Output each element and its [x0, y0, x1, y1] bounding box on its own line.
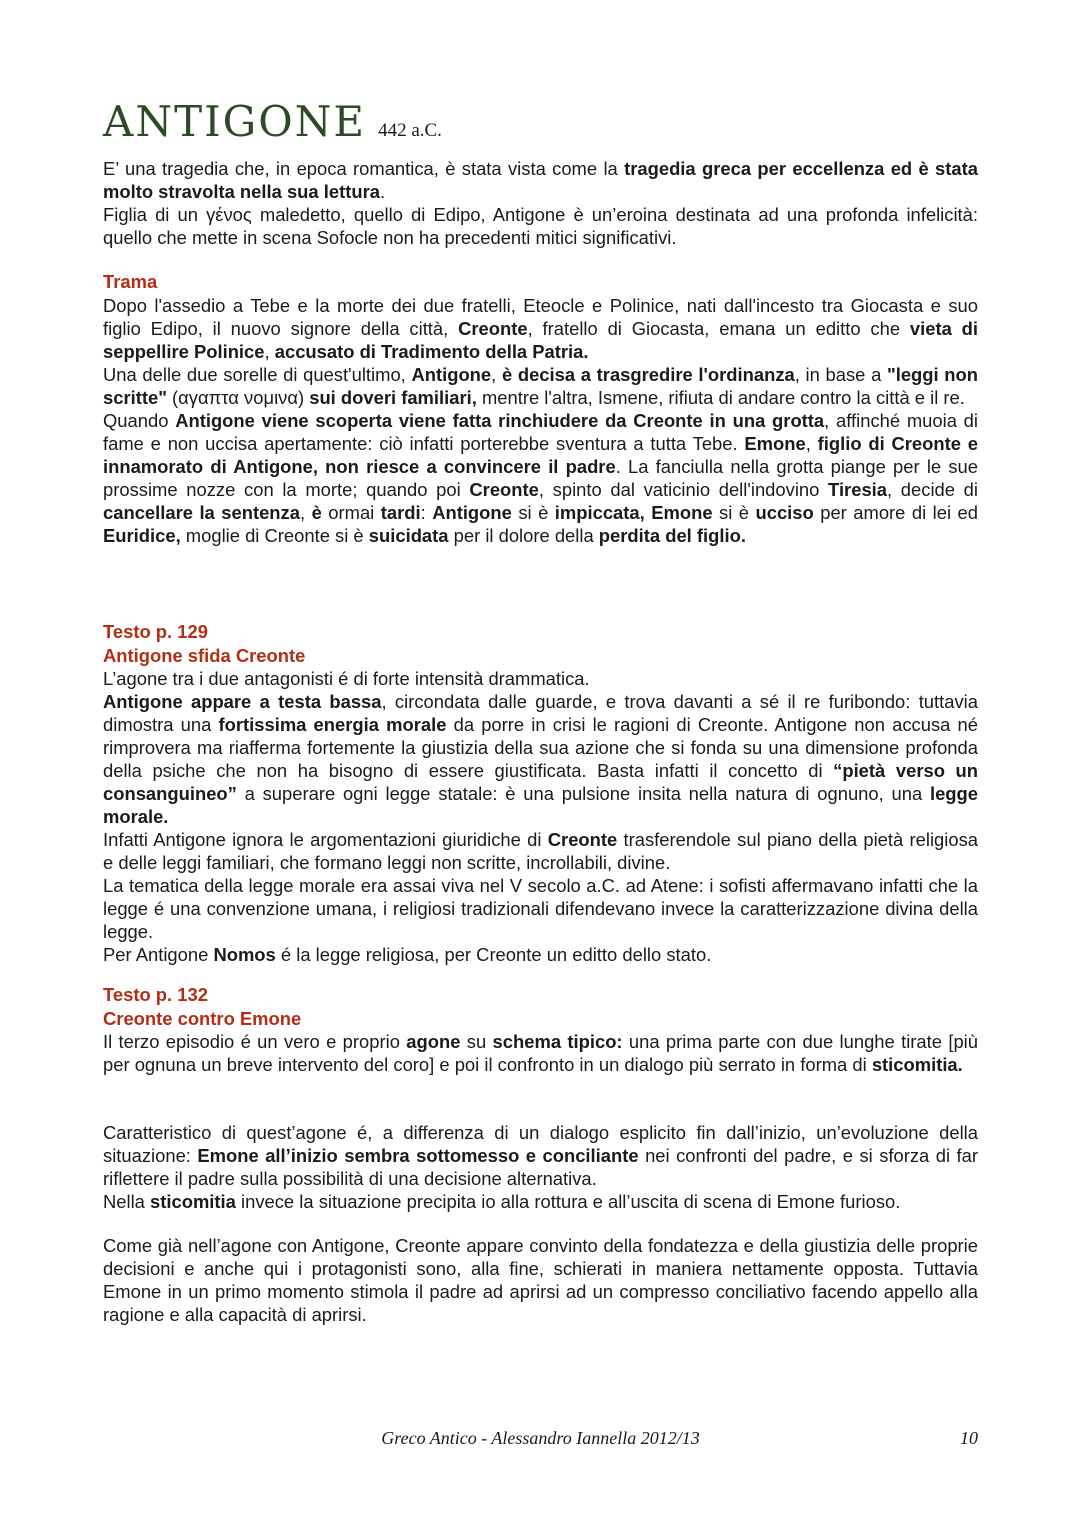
title-year: 442 a.C.: [378, 120, 442, 141]
intro-section: [103, 157, 978, 249]
page-footer: [103, 1428, 978, 1452]
intro-paragraph-1: E’ una tragedia che, in epoca romantica, è stata vista come la tragedia greca per eccellenza ed è stata molto stravolta nella sua lettura.: [103, 158, 978, 202]
trama-paragraph-2: Una delle due sorelle di quest'ultimo, Antigone, è decisa a trasgredire l'ordinanza, in base a "leggi non scritte" (αγαπτα νομινα) sui doveri familiari, mentre l'altra, Ismene, rifiuta di andare contro la città e il re.: [103, 363, 978, 408]
testo-132-analysis: [103, 1121, 978, 1213]
testo-132-subheading: Creonte contro Emone: [103, 1007, 302, 1029]
page-number: 10: [960, 1428, 978, 1448]
trama-paragraph-1: Dopo l'assedio a Tebe e la morte dei due fratelli, Eteocle e Polinice, nati dall'incesto tra Giocasta e suo figlio Edipo, il nuovo signore della città, Creonte, fratello di Giocasta, emana un editto che vieta di seppellire Polinice, accusato di Tradimento della Patria.: [103, 294, 979, 362]
testo-129-section: [103, 620, 978, 966]
footer-text: Greco Antico - Alessandro Iannella 2012/13: [381, 1428, 700, 1448]
trama-paragraph-3: Quando Antigone viene scoperta viene fatta rinchiudere da Creonte in una grotta, affinché muoia di fame e non uccisa apertamente: ciò infatti porterebbe sventura a tutta Tebe. Emone, figlio di Creonte e innamorato di Antigone, non riesce a convincere il padre. La fanciulla nella grotta piange per le sue prossime nozze con la morte; quando poi Creonte, spinto dal vaticinio dell'indovino Tiresia, decide di cancellare la sentenza, è ormai tardi: Antigone si è impiccata, Emone si è ucciso per amore di lei ed Euridice, moglie di Creonte si è suicidata per il dolore della perdita del figlio.: [103, 409, 978, 546]
trama-section: [103, 270, 978, 547]
testo-129-paragraph-1: L’agone tra i due antagonisti é di forte intensità drammatica.: [103, 668, 590, 689]
testo-129-paragraph-2: Antigone appare a testa bassa, circondata dalle guarde, e trova davanti a sé il re furibondo: tuttavia dimostra una fortissima energia morale da porre in crisi le ragioni di Creonte. Antigone non accusa né rimprovera ma riafferma fortemente la giustizia della sua azione che si fonda su una dimensione profonda della psiche che non ha bisogno di essere giustificata. Basta infatti il concetto di “pietà verso un consanguineo” a superare ogni legge statale: è una pulsione insita nella natura di ognuno, una legge morale.: [103, 691, 979, 827]
testo-132-section: [103, 983, 978, 1076]
testo-129-paragraph-3: Infatti Antigone ignora le argomentazioni giuridiche di Creonte trasferendole sul piano della pietà religiosa e delle leggi familiari, che formano leggi non scritte, incrollabili, divine.: [103, 829, 979, 873]
testo-132-conclusion: [103, 1234, 978, 1326]
testo-132-heading: Testo p. 132: [103, 984, 208, 1005]
title-row: [103, 97, 442, 146]
testo-132-paragraph-3: Nella sticomitia invece la situazione precipita io alla rottura e all’uscita di scena di Emone furioso.: [103, 1191, 901, 1212]
testo-129-paragraph-4: La tematica della legge morale era assai viva nel V secolo a.C. ad Atene: i sofisti affermavano infatti che la legge é una convenzione umana, i religiosi tradizionali difendevano invece la caratterizzazione divina della legge.: [103, 875, 978, 942]
testo-132-paragraph-1: Il terzo episodio é un vero e proprio agone su schema tipico: una prima parte con due lunghe tirate [più per ognuna un breve intervento del coro] e poi il confronto in un dialogo più serrato in forma di sticomitia.: [103, 1031, 978, 1075]
testo-129-paragraph-5: Per Antigone Nomos é la legge religiosa, per Creonte un editto dello stato.: [103, 944, 712, 965]
testo-129-subheading: Antigone sfida Creonte: [103, 644, 306, 666]
page-title: ANTIGONE: [103, 97, 367, 146]
testo-132-paragraph-2: Caratteristico di quest’agone é, a differenza di un dialogo esplicito fin dall’inizio, un’evoluzione della situazione: Emone all’inizio sembra sottomesso e conciliante nei confronti del padre, e si sforza di far riflettere il padre sulla possibilità di una decisione alternativa.: [103, 1122, 979, 1189]
trama-heading: Trama: [103, 271, 158, 292]
testo-132-paragraph-4: Come già nell’agone con Antigone, Creonte appare convinto della fondatezza e della giustizia delle proprie decisioni e anche qui i protagonisti sono, alla fine, schierati in maniera nettamente opposta. Tuttavia Emone in un primo momento stimola il padre ad aprirsi ad un compresso conciliativo facendo appello alla ragione e alla capacità di aprirsi.: [103, 1235, 978, 1325]
testo-129-heading: Testo p. 129: [103, 621, 208, 642]
intro-paragraph-2: Figlia di un γένος maledetto, quello di Edipo, Antigone è un’eroina destinata ad una profonda infelicità: quello che mette in scena Sofocle non ha precedenti mitici significativi.: [103, 204, 978, 248]
